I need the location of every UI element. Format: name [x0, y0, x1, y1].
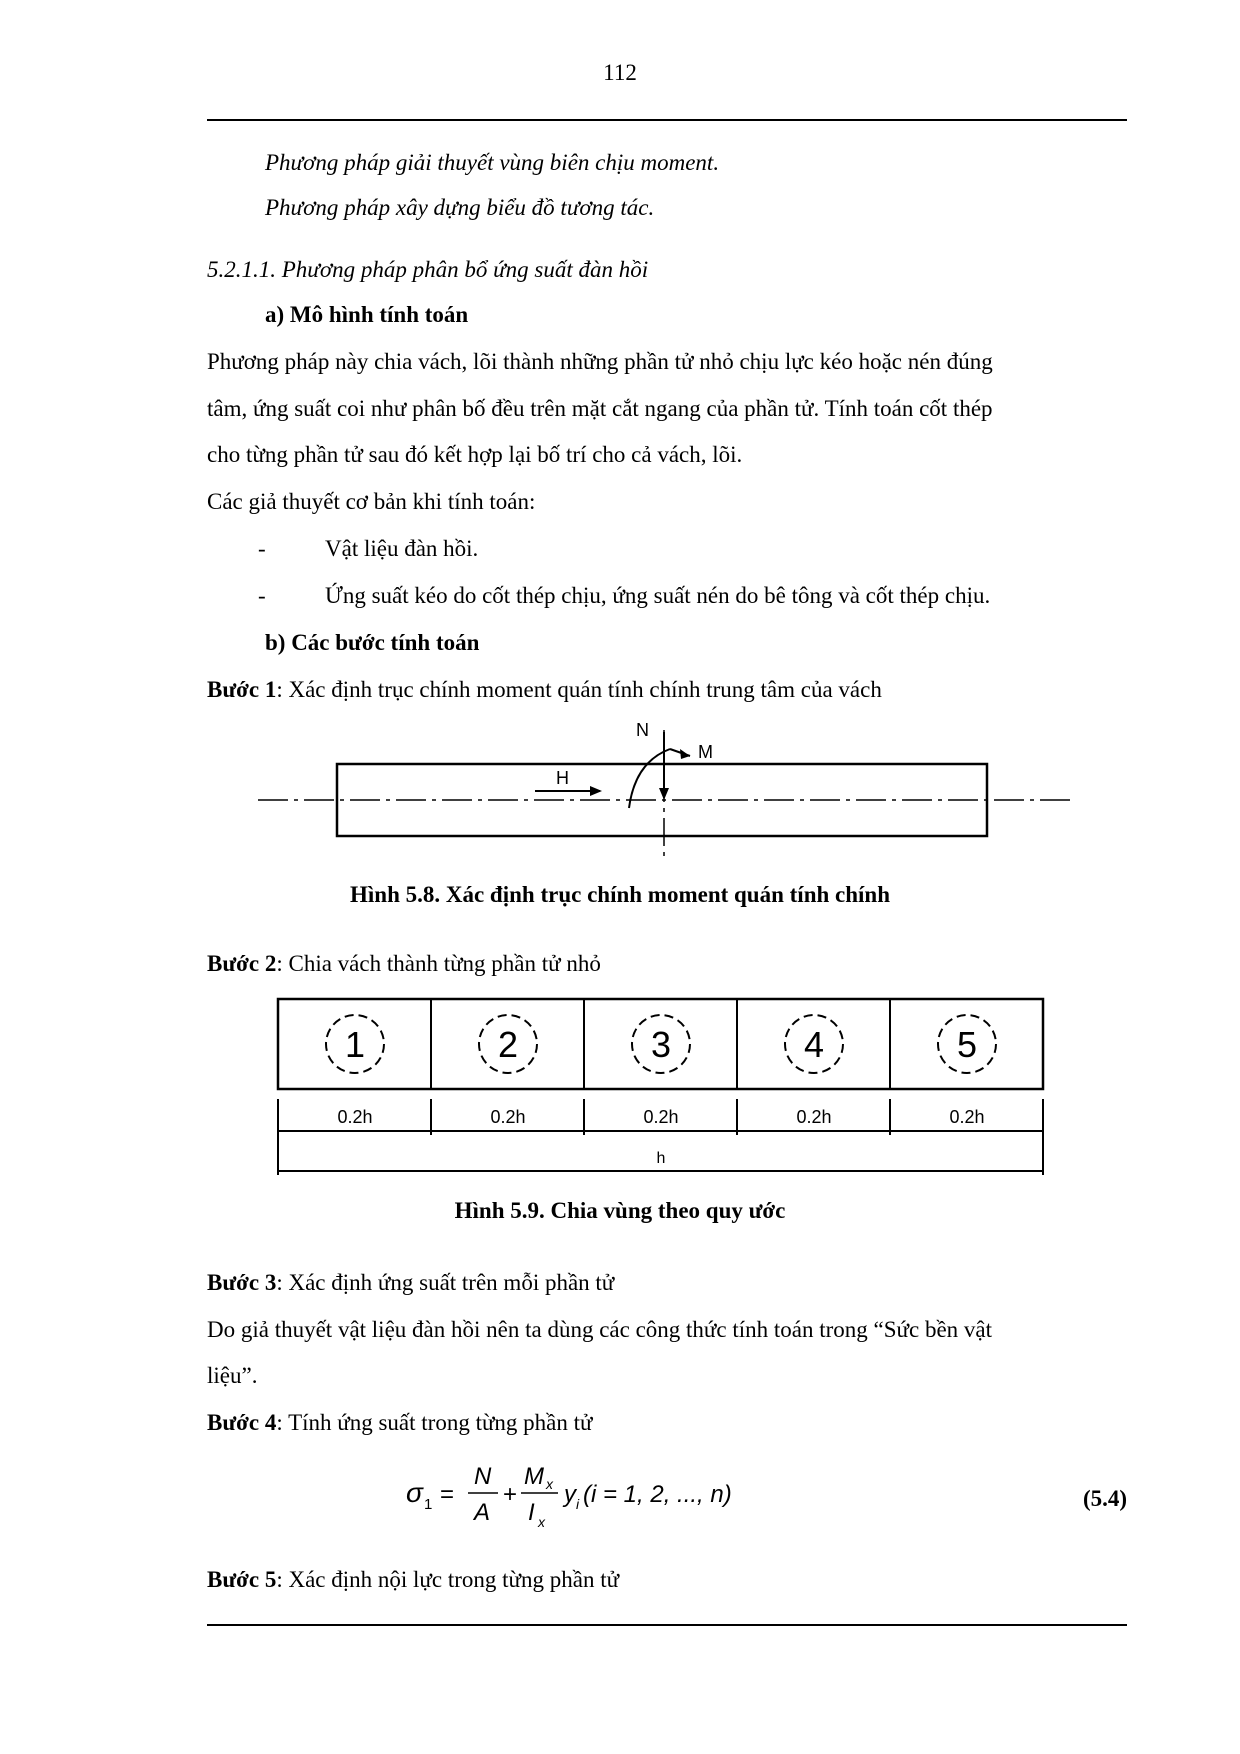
- svg-text:=: =: [440, 1481, 455, 1508]
- step-text: : Xác định trục chính moment quán tính chính trung tâm của vách: [276, 677, 882, 702]
- page-number: 112: [603, 60, 637, 85]
- eq-den-a: A: [474, 1499, 491, 1526]
- shear-arrow-head: [590, 786, 602, 796]
- paragraph-line: cho từng phần tử sau đó kết hợp lại bố trí cho cả vách, lõi.: [207, 442, 743, 467]
- eq-num-m: M: [524, 1463, 544, 1490]
- step-1: [207, 675, 882, 705]
- footer-rule: [207, 1624, 1127, 1626]
- zone-number: 3: [650, 1024, 672, 1065]
- step-text: : Xác định ứng suất trên mỗi phần tử: [276, 1270, 615, 1295]
- step-4: [207, 1408, 593, 1438]
- eq-y-sub: i: [576, 1496, 580, 1512]
- step-label: Bước 5: [207, 1567, 277, 1592]
- eq-den-i-sub: x: [538, 1514, 545, 1530]
- svg-text:+: +: [503, 1481, 518, 1508]
- figure-wall-axis: [250, 718, 1080, 868]
- label-h: H: [556, 768, 569, 788]
- assumption-dash: -: [258, 536, 266, 561]
- total-width-label: h: [656, 1150, 666, 1167]
- paragraph-line: liệu”.: [207, 1363, 258, 1388]
- zone-number: 4: [803, 1024, 825, 1065]
- subheading-a: a) Mô hình tính toán: [265, 302, 469, 327]
- step-3: [207, 1268, 614, 1298]
- figure-caption: Hình 5.9. Chia vùng theo quy ước: [454, 1198, 786, 1223]
- zone-number: 1: [344, 1024, 366, 1065]
- eq-range: (i = 1, 2, ..., n): [583, 1481, 732, 1508]
- moment-arrow-head: [680, 749, 690, 759]
- step-label: Bước 4: [207, 1410, 277, 1435]
- figure-zone-division: [275, 995, 1055, 1180]
- equation-number: (5.4): [1083, 1486, 1128, 1511]
- zone-width-label: 0.2h: [337, 1107, 373, 1127]
- zone-width-label: 0.2h: [643, 1107, 679, 1127]
- step-text: : Xác định nội lực trong từng phần tử: [276, 1567, 620, 1592]
- eq-sigma: σ: [406, 1477, 423, 1508]
- figure-caption: Hình 5.8. Xác định trục chính moment quán tính chính: [350, 882, 890, 907]
- step-label: Bước 1: [207, 677, 277, 702]
- zone-width-label: 0.2h: [949, 1107, 985, 1127]
- section-heading: 5.2.1.1. Phương pháp phân bổ ứng suất đàn hồi: [207, 257, 649, 282]
- zone-width-label: 0.2h: [490, 1107, 526, 1127]
- assumption-item: Vật liệu đàn hồi.: [325, 536, 479, 561]
- method-item-2: Phương pháp xây dựng biểu đồ tương tác.: [265, 195, 655, 220]
- zone-number: 2: [497, 1024, 519, 1065]
- zone-number: 5: [956, 1024, 978, 1065]
- axial-arrow-head: [659, 788, 669, 800]
- eq-sigma-sub: 1: [424, 1496, 433, 1513]
- method-item-1: Phương pháp giải thuyết vùng biên chịu moment.: [265, 150, 720, 175]
- eq-num-m-sub: x: [546, 1476, 553, 1492]
- subheading-b: b) Các bước tính toán: [265, 630, 480, 655]
- step-2: [207, 949, 601, 979]
- assumption-dash: -: [258, 583, 266, 608]
- eq-den-i: I: [528, 1499, 535, 1526]
- step-text: : Tính ứng suất trong từng phần tử: [276, 1410, 593, 1435]
- step-5: [207, 1565, 619, 1595]
- paragraph-line: Phương pháp này chia vách, lõi thành những phần tử nhỏ chịu lực kéo hoặc nén đúng: [207, 349, 993, 374]
- step-text: : Chia vách thành từng phần tử nhỏ: [276, 951, 601, 976]
- zone-width-label: 0.2h: [796, 1107, 832, 1127]
- assumptions-intro: Các giả thuyết cơ bản khi tính toán:: [207, 489, 536, 514]
- header-rule: [207, 119, 1127, 121]
- eq-num-n: N: [474, 1463, 492, 1490]
- equation-5-4: [400, 1452, 740, 1532]
- step-label: Bước 2: [207, 951, 277, 976]
- assumption-item: Ứng suất kéo do cốt thép chịu, ứng suất nén do bê tông và cốt thép chịu.: [325, 583, 991, 608]
- paragraph-line: Do giả thuyết vật liệu đàn hồi nên ta dùng các công thức tính toán trong “Sức bền vật: [207, 1317, 992, 1342]
- label-n: N: [636, 720, 649, 740]
- label-m: M: [698, 742, 713, 762]
- step-label: Bước 3: [207, 1270, 277, 1295]
- paragraph-line: tâm, ứng suất coi như phân bố đều trên mặt cắt ngang của phần tử. Tính toán cốt thép: [207, 396, 993, 421]
- eq-y: y: [564, 1481, 576, 1508]
